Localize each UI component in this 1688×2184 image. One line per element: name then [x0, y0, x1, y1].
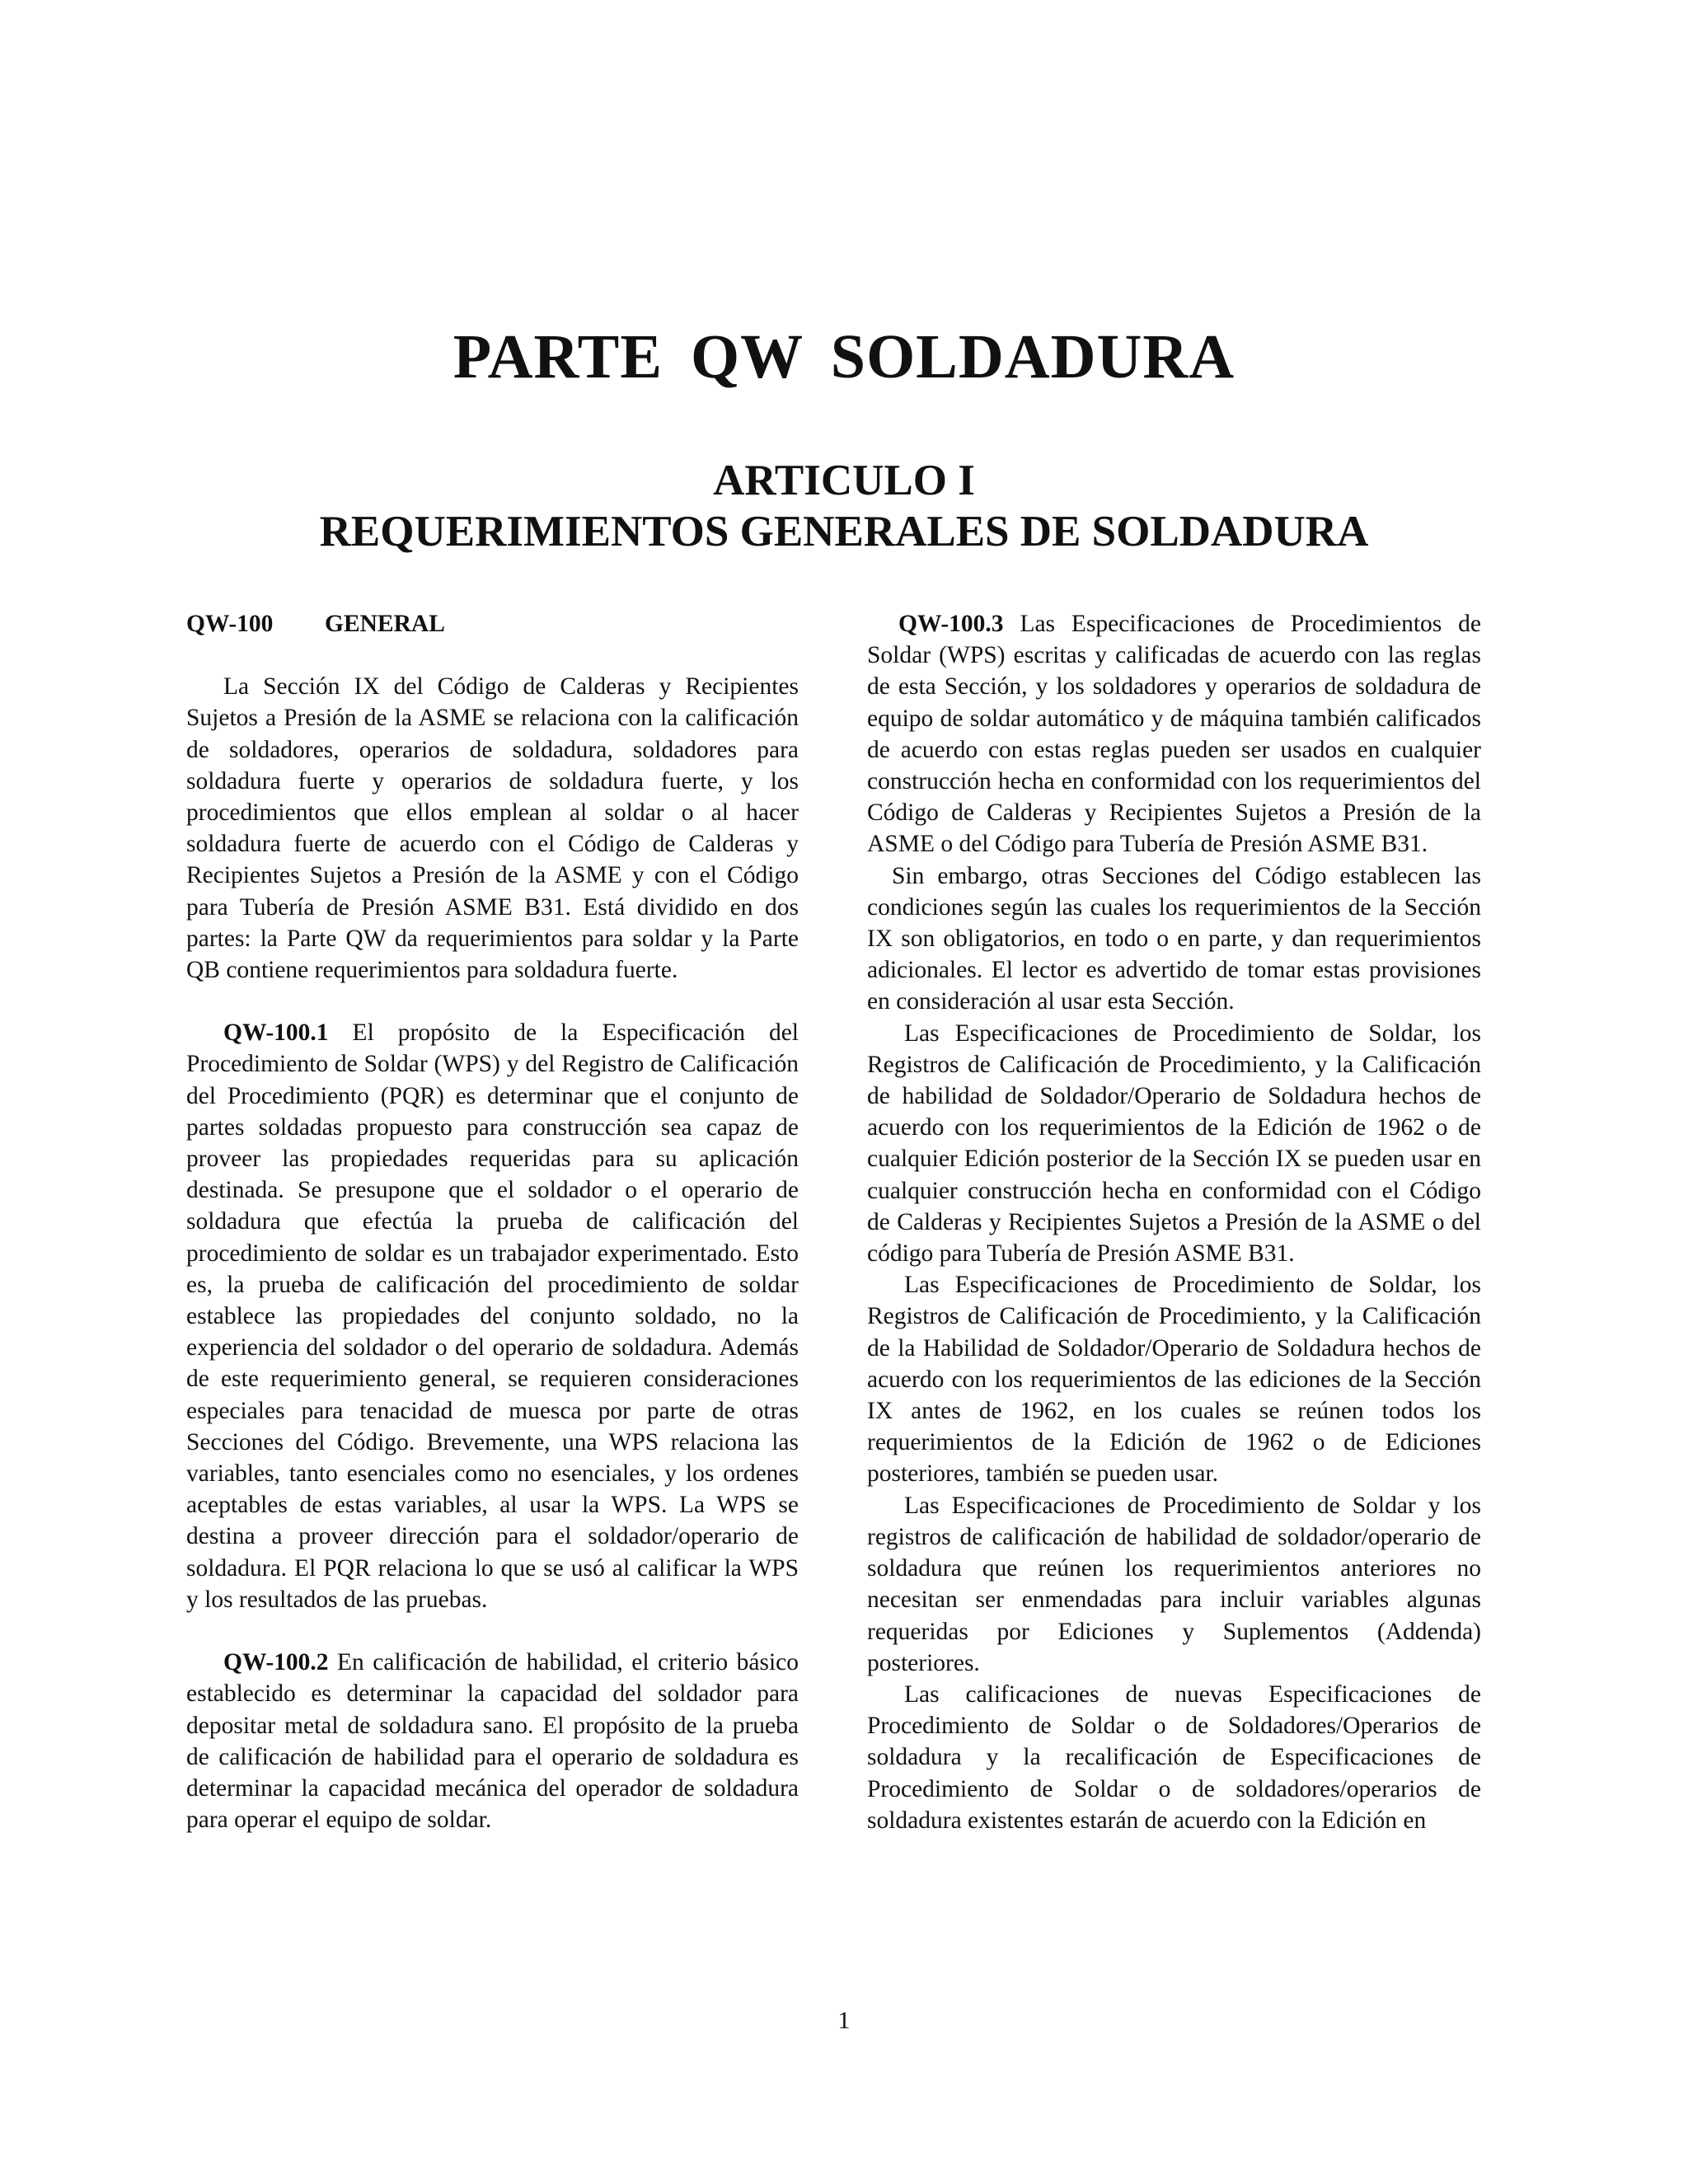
intro-paragraph: La Sección IX del Código de Calderas y Recipientes Sujetos a Presión de la ASME se relaciona con la calificación de soldadores, operarios de soldadura, soldadores para soldadura fuerte y operarios de soldadura fuerte, y los procedimientos que ellos emplean al soldar o al hacer soldadura fuerte de acuerdo con el Código de Calderas y Recipientes Sujetos a Presión de la ASME y con el Código para Tubería de Presión ASME B31. Está dividido en dos partes: la Parte QW da requerimientos para soldar y la Parte QB contiene requerimientos para soldadura fuerte. [186, 673, 799, 984]
section-code: QW-100 [186, 611, 274, 637]
paragraph-code: QW-100.3 [898, 611, 1004, 637]
paragraph-qw-100-2 [186, 1647, 799, 1835]
article-subtitle: REQUERIMIENTOS GENERALES DE SOLDADURA [319, 508, 1369, 555]
paragraph-text: Las Especificaciones de Procedimientos de Soldar (WPS) escritas y calificadas de acuerdo con las reglas de esta Sección, y los soldadores y operarios de soldadura de equipo de soldar automático y de máquina también calificados de acuerdo con estas reglas pueden ser usados en cualquier construcción hecha en conformidad con los requerimientos del Código de Calderas y Recipientes Sujetos a Presión de la ASME o del Código para Tubería de Presión ASME B31. [867, 611, 1481, 858]
section-title: GENERAL [325, 611, 445, 637]
paragraph-new-qualifications: Las calificaciones de nuevas Especificaciones de Procedimiento de Soldar o de Soldadores/Operarios de soldadura y la recalificación de Especificaciones de Procedimiento de Soldar o de soldadores/operarios de soldadura existentes estarán de acuerdo con la Edición en [867, 1680, 1481, 1834]
page-number: 1 [837, 2007, 851, 2034]
paragraph-text: El propósito de la Especificación del Procedimiento de Soldar (WPS) y del Registro de Calificación del Procedimiento (PQR) es determinar que el conjunto de partes soldadas propuesto para construcción sea capaz de proveer las propiedades requeridas para su aplicación destinada. Se presupone que el soldador o el operario de soldadura que efectúa la prueba de calificación del procedimiento de soldar es un trabajador experimentado. Esto es, la prueba de calificación del procedimiento de soldar establece las propiedades del conjunto soldado, no la experiencia del soldador o del operario de soldadura. Además de este requerimiento general, se requieren consideraciones especiales para tenacidad de muesca por parte de otras Secciones del Código. Brevemente, una WPS relaciona las variables, tanto esenciales como no esenciales, y los ordenes aceptables de estas variables, al usar la WPS. La WPS se destina a proveer dirección para el soldador/operario de soldadura. El PQR relaciona lo que se usó al calificar la WPS y los resultados de las pruebas. [186, 1019, 799, 1613]
section-heading-qw-100 [186, 608, 799, 640]
page-title: PARTE QW SOLDADURA [452, 322, 1236, 391]
paragraph-code: QW-100.2 [223, 1649, 329, 1676]
paragraph-text: En calificación de habilidad, el criterio básico establecido es determinar la capacidad del soldador para depositar metal de soldadura sano. El propósito de la prueba de calificación de habilidad para el operario de soldadura es determinar la capacidad mecánica del operador de soldadura para operar el equipo de soldar. [186, 1649, 799, 1834]
paragraph-pre-1962-editions: Las Especificaciones de Procedimiento de Soldar, los Registros de Calificación de Procedimiento, y la Calificación de la Habilidad de Soldador/Operario de Soldadura hechos de acuerdo con los requerimientos de las ediciones de la Sección IX antes de 1962, en los cuales se reúnen todos los requerimientos de la Edición de 1962 o de Ediciones posteriores, también se pueden usar. [867, 1272, 1481, 1488]
right-column [867, 608, 1481, 1836]
left-column [186, 608, 799, 1835]
article-heading [0, 455, 1688, 557]
paragraph-qw-100-1 [186, 1017, 799, 1615]
paragraph-code: QW-100.1 [223, 1019, 329, 1047]
paragraph-qw-100-3 [867, 608, 1481, 860]
article-number: ARTICULO I [713, 457, 975, 504]
paragraph-no-amendment: Las Especificaciones de Procedimiento de Soldar y los registros de calificación de habilidad de soldador/operario de soldadura que reúnen los requerimientos anteriores no necesitan ser enmendadas para incluir variables algunas requeridas por Ediciones y Suplementos (Addenda) posteriores. [867, 1492, 1481, 1676]
paragraph-1962-edition: Las Especificaciones de Procedimiento de Soldar, los Registros de Calificación de Procedimiento, y la Calificación de habilidad de Soldador/Operario de Soldadura hechos de acuerdo con los requerimientos de la Edición de 1962 o de cualquier Edición posterior de la Sección IX se pueden usar en cualquier construcción hecha en conformidad con el Código de Calderas y Recipientes Sujetos a Presión de la ASME o del código para Tubería de Presión ASME B31. [867, 1019, 1481, 1268]
paragraph-other-sections: Sin embargo, otras Secciones del Código establecen las condiciones según las cuales los requerimientos de la Sección IX son obligatorios, en todo o en parte, y dan requerimientos adicionales. El lector es advertido de tomar estas provisiones en consideración al usar esta Sección. [867, 862, 1481, 1015]
